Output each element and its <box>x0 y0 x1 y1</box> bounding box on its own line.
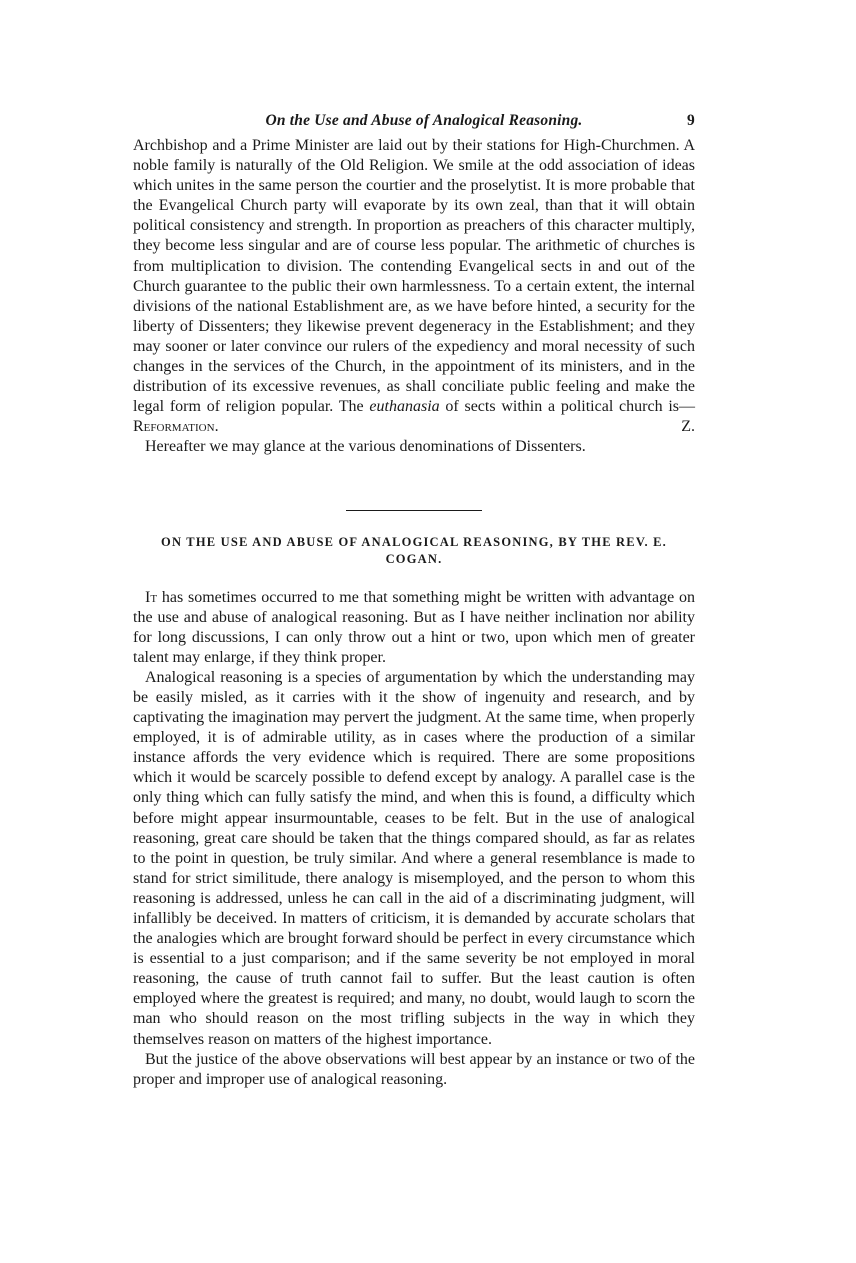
emphasis-euthanasia: euthanasia <box>369 398 440 416</box>
article-title: ON THE USE AND ABUSE OF ANALOGICAL REASONING, BY THE REV. E. COGAN. <box>161 534 667 566</box>
paragraph: Archbishop and a Prime Minister are laid out by their stations for High-Churchmen. A noble family is naturally of the Old Religion. We smile at the odd association of ideas which unites in the same person the courtier and the proselytist. It is more probable that the Evangelical Church party will evaporate by its own zeal, than that it will obtain political consistency and strength. In proportion as preachers of this character multiply, they become less singular and are of course less popular. The arithmetic of churches is from multiplication to division. The contending Evangelical sects in and out of the Church guarantee to the public their own harmlessness. To a certain extent, the internal divisions of the national Establishment are, as we have before hinted, a security for the liberty of Dissenters; they likewise prevent degeneracy in the Establishment; and they may sooner or later convince our rulers of the expediency and moral necessity of such changes in the services of the Church, in the appointment of its ministers, and in the distribution of its excessive revenues, as shall conciliate public feeling and make the legal form of religion popular. The euthanasia of sects within a political church is—Reformation. Z. <box>133 136 695 437</box>
paragraph: Analogical reasoning is a species of argumentation by which the understanding may be easily misled, as it carries with it the show of ingenuity and research, and by captivating the imagination may pervert the judgment. At the same time, when properly employed, it is of admirable utility, as in cases where the production of a similar instance affords the very evidence which is required. There are some propositions which it would be scarcely possible to defend except by analogy. A parallel case is the only thing which can fully satisfy the mind, and when this is found, a difficulty which before might appear insurmountable, ceases to be felt. But in the use of analogical reasoning, great care should be taken that the things compared should, as far as relates to the point in question, be truly similar. And where a general resemblance is made to stand for strict similitude, there analogy is misemployed, and the person to whom this reasoning is addressed, unless he can call in the aid of a discriminating judgment, will infallibly be deceived. In matters of criticism, it is demanded by accurate scholars that the analogies which are brought forward should be perfect in every circumstance which is essential to a just comparison; and if the same severity be not employed in moral reasoning, the cause of truth cannot fail to suffer. But the least caution is often employed where the greatest is required; and many, no doubt, would laugh to scorn the man who should reason on the most trifling subjects in the way in which they themselves reason on matters of the highest importance. <box>133 668 695 1048</box>
running-head-title: On the Use and Abuse of Analogical Reasoning. <box>265 112 583 129</box>
previous-article-conclusion <box>133 136 695 458</box>
running-head <box>133 112 695 136</box>
paragraph: Hereafter we may glance at the various denominations of Dissenters. <box>145 438 586 456</box>
page-number: 9 <box>687 112 695 129</box>
author-signature: Z. <box>681 418 695 436</box>
paragraph: But the justice of the above observations will best appear by an instance or two of the proper and improper use of analogical reasoning. <box>133 1050 695 1088</box>
opening-word: It <box>145 588 158 606</box>
paragraph: It has sometimes occurred to me that something might be written with advantage on the use and abuse of analogical reasoning. But as I have neither inclination nor ability for long discussions, I can only throw out a hint or two, upon which men of greater talent may enlarge, if they think proper. <box>133 588 695 666</box>
section-divider <box>346 510 482 511</box>
emphasis-reformation: Reformation. <box>133 418 219 436</box>
book-page <box>133 112 695 1090</box>
article-body <box>133 588 695 1090</box>
